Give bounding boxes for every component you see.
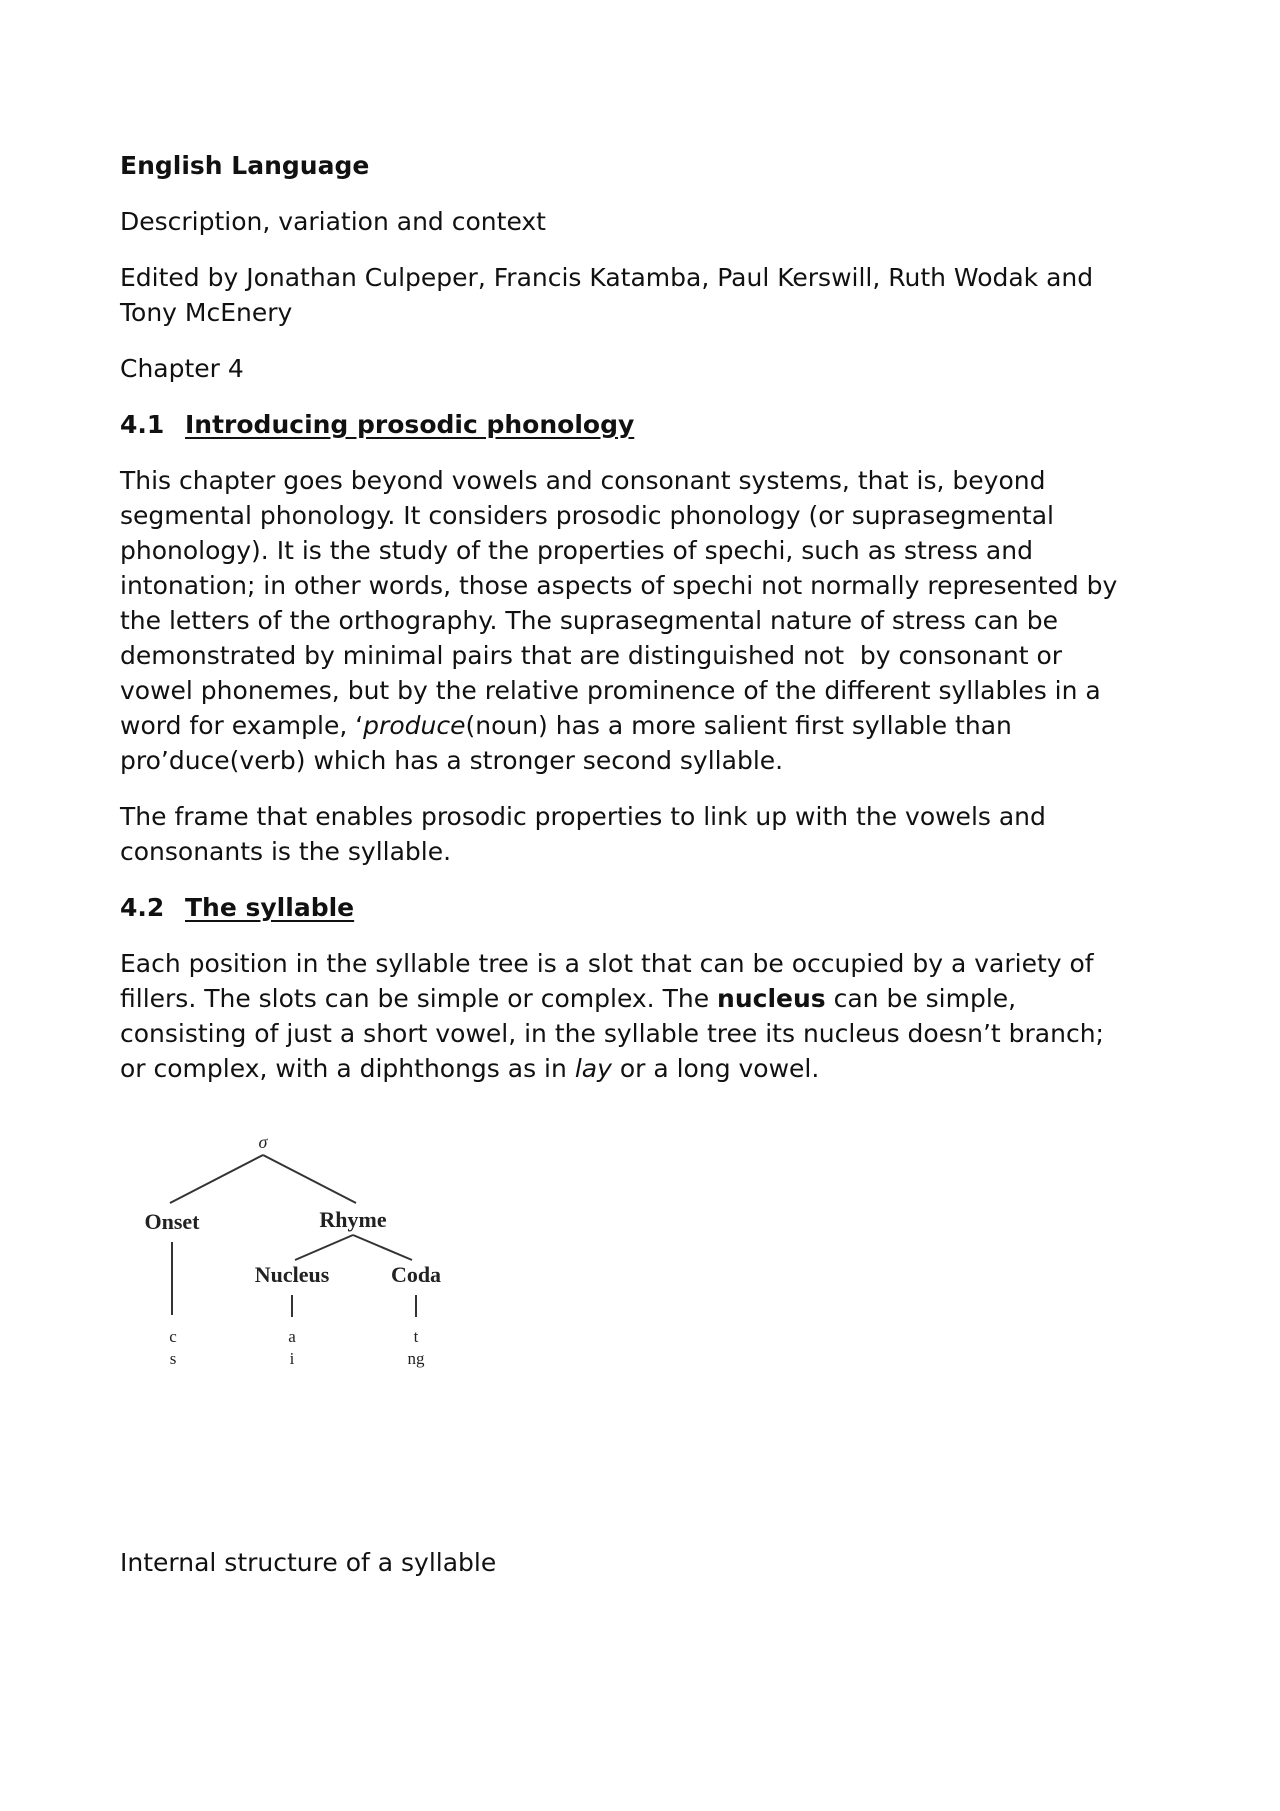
paragraph-line: consonants is the syllable.	[120, 837, 452, 866]
text-run: (noun) has a more salient first syllable than	[465, 711, 1012, 740]
tree-leaf: i	[289, 1349, 295, 1368]
text-run: fillers. The slots can be simple or complex. The	[120, 984, 718, 1013]
paragraph-line: phonology). It is the study of the properties of spechi, such as stress and	[120, 536, 1033, 565]
paragraph-line: intonation; in other words, those aspects of spechi not normally represented by	[120, 571, 1118, 600]
tree-node-onset: Onset	[144, 1209, 200, 1234]
editors-line: Tony McEnery	[120, 298, 293, 327]
section-heading	[120, 890, 1180, 925]
paragraph-line: Each position in the syllable tree is a slot that can be occupied by a variety of	[120, 949, 1094, 978]
section-title: The syllable	[185, 893, 355, 922]
editors-line: Edited by Jonathan Culpeper, Francis Katamba, Paul Kerswill, Ruth Wodak and	[120, 263, 1094, 292]
text-run: or a long vowel.	[611, 1054, 820, 1083]
tree-root-label: σ	[258, 1132, 268, 1152]
italic-word: lay	[574, 1054, 612, 1083]
text-run: or complex, with a diphthongs as in	[120, 1054, 575, 1083]
paragraph-line: demonstrated by minimal pairs that are distinguished not by consonant or	[120, 641, 1063, 670]
bold-word: nucleus	[717, 984, 826, 1013]
italic-word: produce	[363, 711, 466, 740]
paragraph-line: segmental phonology. It considers prosodic phonology (or suprasegmental	[120, 501, 1054, 530]
tree-branch	[170, 1155, 263, 1203]
paragraph	[120, 946, 1180, 1086]
syllable-tree-svg	[130, 1125, 470, 1385]
syllable-tree-diagram	[130, 1125, 470, 1385]
tree-node-nucleus: Nucleus	[254, 1262, 330, 1287]
tree-leaf: c	[169, 1327, 177, 1346]
text-run: word for example, ‘	[120, 711, 364, 740]
paragraph-line: the letters of the orthography. The suprasegmental nature of stress can be	[120, 606, 1058, 635]
document-body	[120, 148, 1180, 1107]
paragraph-line: The frame that enables prosodic properties to link up with the vowels and	[120, 802, 1046, 831]
tree-node-coda: Coda	[390, 1262, 442, 1287]
paragraph	[120, 799, 1180, 869]
figure-caption: Internal structure of a syllable	[120, 1548, 497, 1577]
paragraph-line	[120, 708, 1180, 743]
paragraph-line: pro’duce(verb) which has a stronger second syllable.	[120, 746, 784, 775]
paragraph-line: consisting of just a short vowel, in the syllable tree its nucleus doesn’t branch;	[120, 1019, 1104, 1048]
paragraph-line	[120, 1051, 1180, 1086]
paragraph-line: This chapter goes beyond vowels and consonant systems, that is, beyond	[120, 466, 1046, 495]
tree-node-rhyme: Rhyme	[319, 1207, 387, 1232]
tree-leaf: t	[413, 1327, 419, 1346]
section-number: 4.1	[120, 410, 165, 439]
chapter-label: Chapter 4	[120, 354, 244, 383]
book-subtitle: Description, variation and context	[120, 207, 546, 236]
paragraph	[120, 463, 1180, 778]
paragraph-line: vowel phonemes, but by the relative prominence of the different syllables in a	[120, 676, 1101, 705]
editors	[120, 260, 1180, 330]
tree-leaf: ng	[407, 1349, 425, 1368]
tree-branch	[353, 1235, 412, 1260]
tree-leaf: s	[169, 1349, 177, 1368]
text-run: can be simple,	[825, 984, 1017, 1013]
section-heading	[120, 407, 1180, 442]
tree-leaf: a	[288, 1327, 296, 1346]
paragraph-line	[120, 981, 1180, 1016]
section-title: Introducing prosodic phonology	[185, 410, 635, 439]
tree-branch	[295, 1235, 353, 1260]
tree-branch	[263, 1155, 356, 1203]
book-title: English Language	[120, 151, 370, 180]
section-number: 4.2	[120, 893, 165, 922]
